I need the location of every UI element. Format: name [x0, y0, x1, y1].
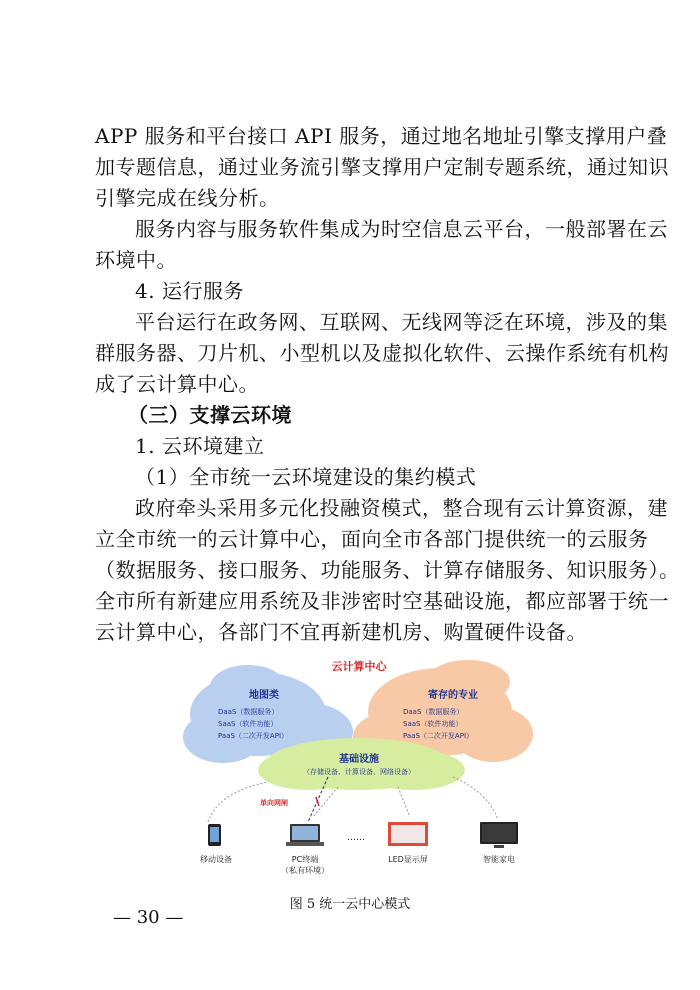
led-display-label: LED显示屏 [388, 855, 428, 864]
bottom-cloud-title: 基础设施 [339, 754, 379, 765]
body-line: 平台运行在政务网、互联网、无线网等泛在环境，涉及的集 [135, 310, 668, 334]
body-line: 群服务器、刀片机、小型机以及虚拟化软件、云操作系统有机构 [95, 341, 669, 365]
chapter-heading: （三）支撑云环境 [128, 403, 292, 427]
body-line: 政府牵头采用多元化投融资模式，整合现有云计算资源，建 [135, 496, 668, 520]
body-line: 成了云计算中心。 [95, 372, 259, 396]
body-line: 立全市统一的云计算中心，面向全市各部门提供统一的云服务 [95, 527, 649, 551]
left-cloud-item: PaaS（二次开发API） [218, 732, 289, 740]
left-cloud-item: DaaS（数据服务） [218, 708, 279, 716]
smart-appliance-label: 智能家电 [483, 855, 515, 864]
diagram-title: 云计算中心 [331, 660, 387, 673]
bottom-cloud-subtitle: （存储设备、计算设备、网络设备） [303, 768, 415, 776]
led-display-icon [388, 822, 428, 846]
section-heading-4: 4. 运行服务 [135, 279, 244, 303]
right-cloud-item: DaaS（数据服务） [403, 708, 464, 716]
subsection-heading: （1）全市统一云环境建设的集约模式 [135, 465, 477, 489]
body-line: 引擎完成在线分析。 [95, 186, 280, 210]
body-line: 环境中。 [95, 248, 177, 272]
laptop-icon [286, 824, 324, 846]
body-line: （数据服务、接口服务、功能服务、计算存储服务、知识服务）。 [95, 558, 680, 582]
body-line: 云计算中心，各部门不宜再新建机房、购置硬件设备。 [95, 620, 587, 644]
left-cloud-title: 地图类 [249, 690, 279, 701]
body-line: 加专题信息，通过业务流引擎支撑用户定制专题系统，通过知识 [95, 155, 669, 179]
mobile-device-label: 移动设备 [200, 855, 232, 864]
pc-terminal-sublabel: （私有环境） [281, 866, 329, 875]
body-line: 服务内容与服务软件集成为时空信息云平台，一般部署在云 [135, 217, 668, 241]
mobile-device-icon [208, 824, 221, 846]
right-cloud-item: PaaS（二次开发API） [403, 732, 474, 740]
right-cloud-title: 寄存的专业 [428, 690, 478, 701]
gateway-mark [316, 797, 319, 806]
section-heading-1: 1. 云环境建立 [135, 434, 265, 458]
page-number: — 30 — [113, 907, 184, 928]
right-cloud-item: SaaS（软件功能） [403, 720, 463, 728]
gateway-label: 单向网闸 [260, 799, 288, 807]
body-line: 全市所有新建应用系统及非涉密时空基础设施，都应部署于统一 [95, 589, 669, 613]
pc-terminal-label: PC终端 [291, 855, 319, 864]
cloud-center-diagram [178, 652, 540, 877]
smart-tv-icon [480, 822, 518, 848]
device-ellipsis: …… [347, 833, 365, 843]
body-line: APP 服务和平台接口 API 服务，通过地名地址引擎支撑用户叠 [95, 124, 668, 148]
left-cloud-item: SaaS（软件功能） [218, 720, 278, 728]
figure-caption: 图 5 统一云中心模式 [289, 897, 411, 912]
